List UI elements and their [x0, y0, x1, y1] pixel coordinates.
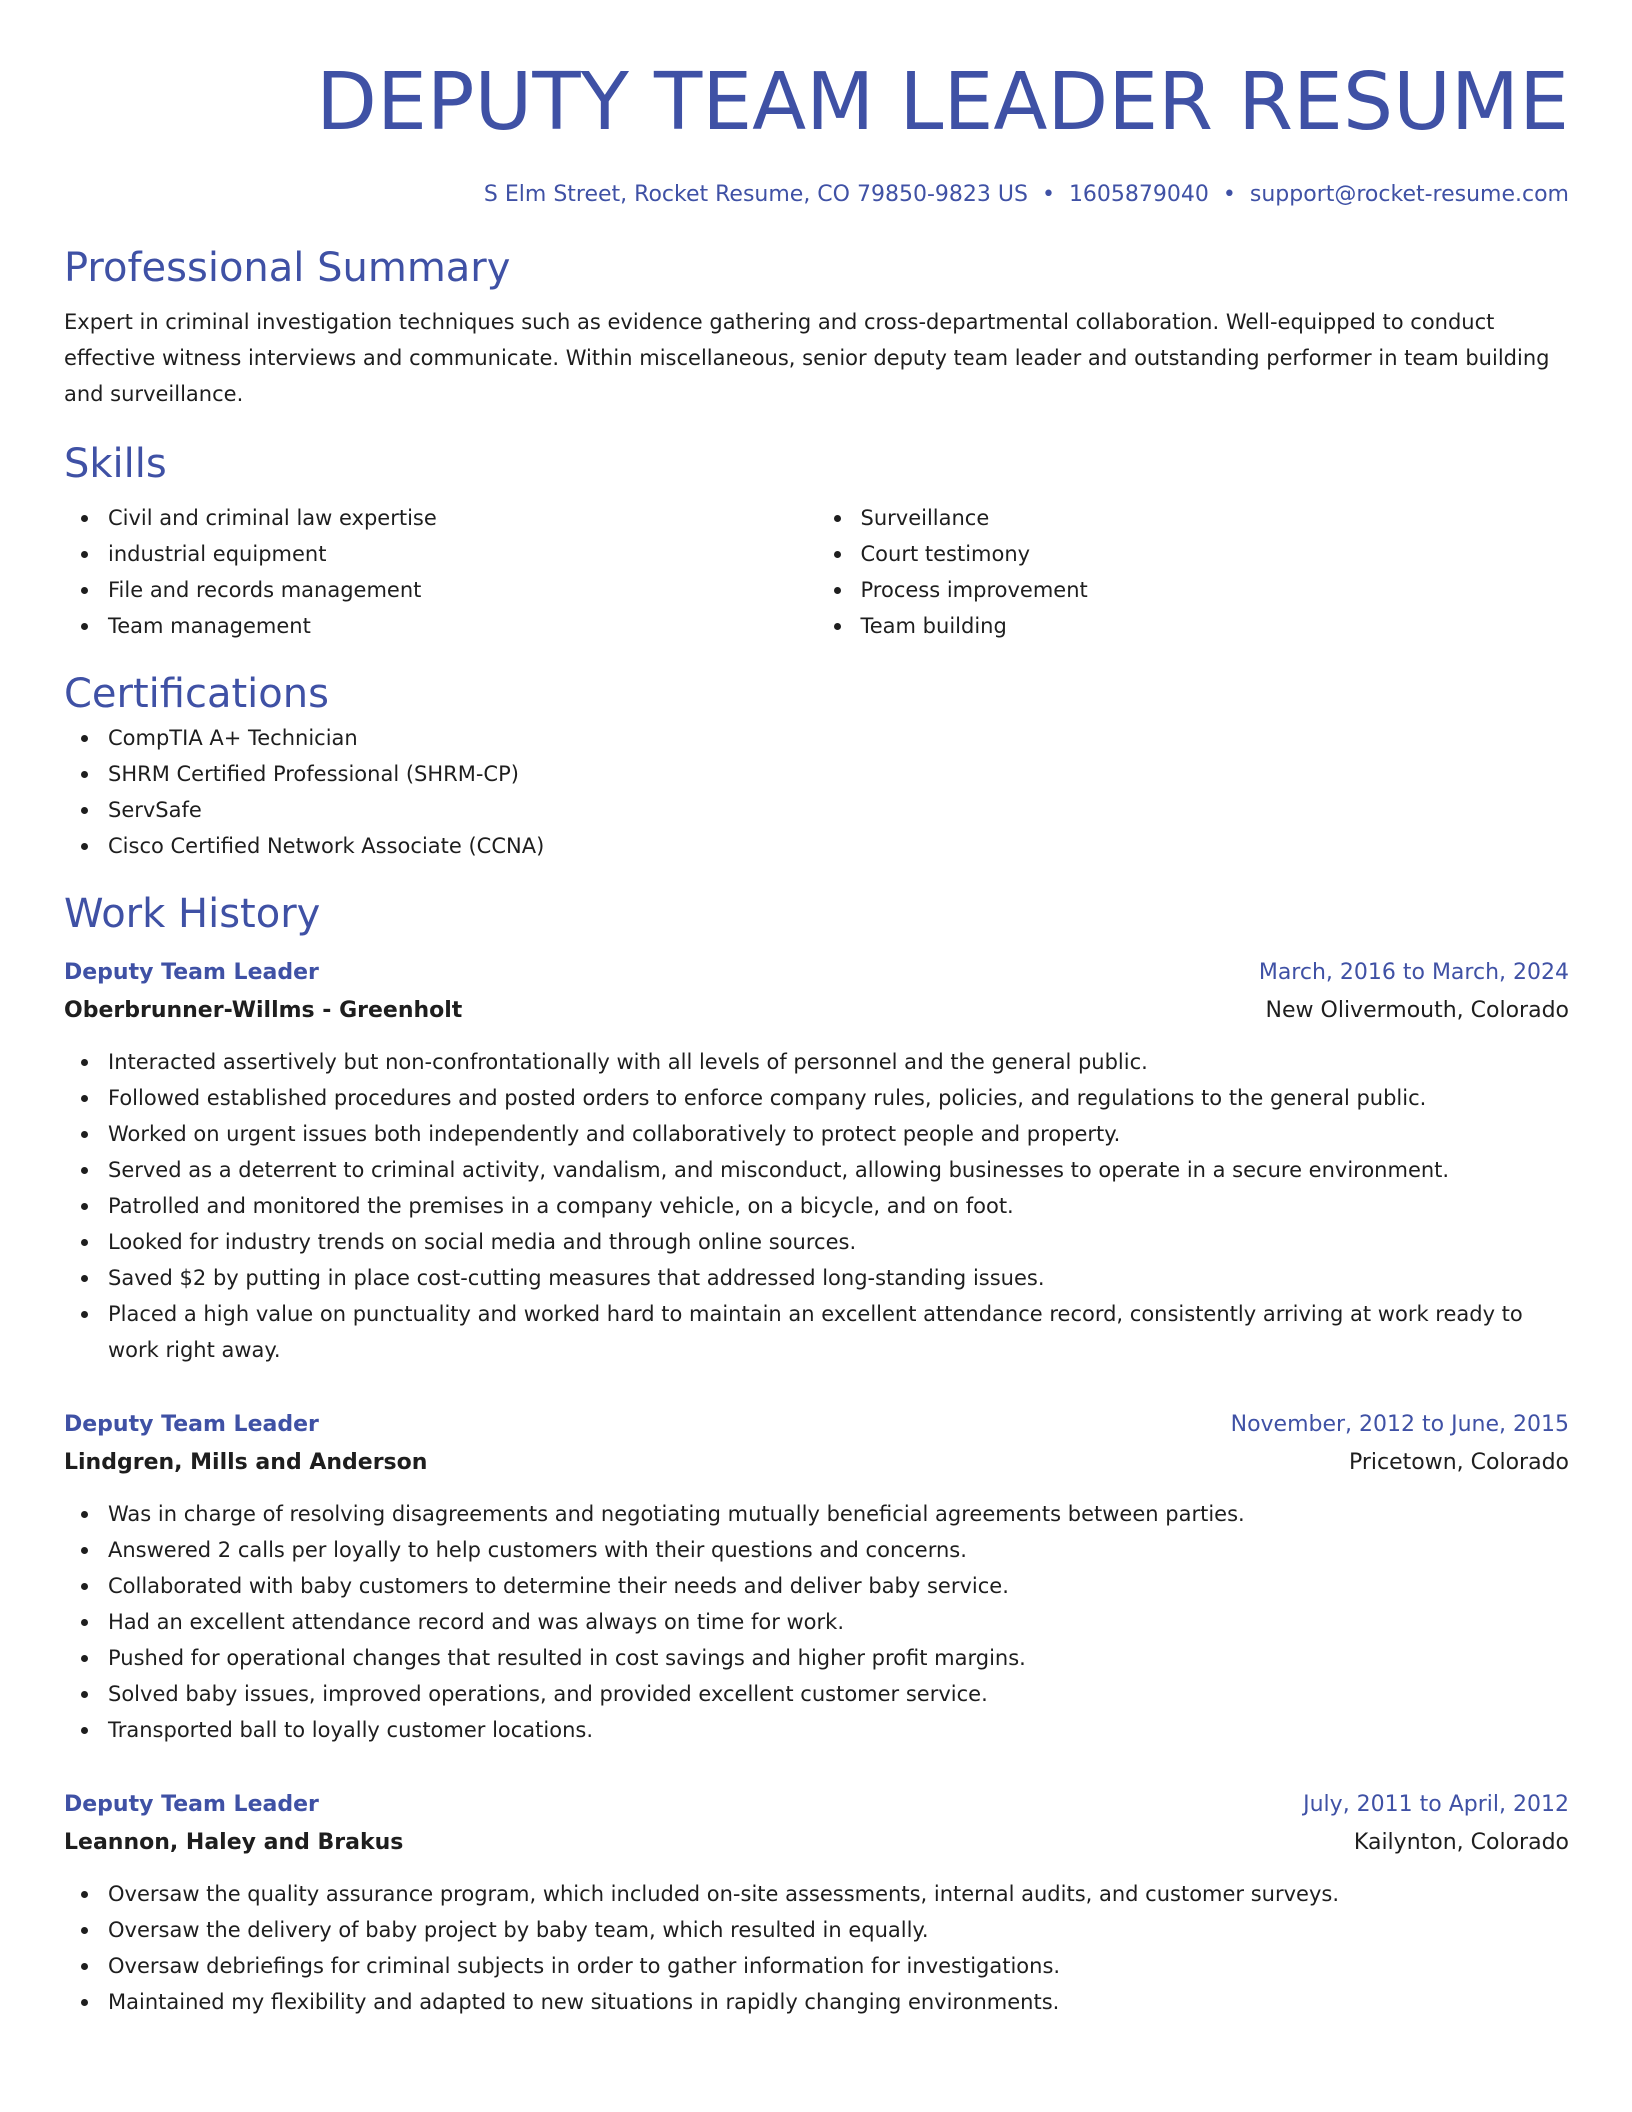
skill-item: Court testimony	[817, 536, 1570, 572]
job-company: Leannon, Haley and Brakus	[64, 1830, 404, 1855]
skill-item: industrial equipment	[64, 536, 817, 572]
job-company: Oberbrunner-Willms - Greenholt	[64, 998, 463, 1023]
job-bullet: Oversaw the quality assurance program, which included on-site assessments, internal audits, and customer surveys.	[64, 1876, 1569, 1912]
skill-item: File and records management	[64, 572, 817, 608]
skills-column-left	[64, 500, 817, 644]
certifications-list	[64, 720, 1569, 864]
job-title: Deputy Team Leader	[64, 960, 319, 985]
contact-line	[64, 180, 1569, 210]
job-bullet: Worked on urgent issues both independently and collaboratively to protect people and property.	[64, 1116, 1569, 1152]
section-title-certifications: Certifications	[64, 671, 329, 717]
skill-item: Surveillance	[817, 500, 1570, 536]
job-bullet: Saved $2 by putting in place cost-cutting measures that addressed long-standing issues.	[64, 1260, 1569, 1296]
job-bullet: Oversaw the delivery of baby project by baby team, which resulted in equally.	[64, 1912, 1569, 1948]
resume-header	[64, 0, 1569, 210]
job-company-row	[64, 1824, 1569, 1862]
resume-title: DEPUTY TEAM LEADER RESUME	[316, 56, 1569, 148]
contact-separator: •	[1041, 182, 1055, 207]
certification-item: Cisco Certified Network Associate (CCNA)	[64, 828, 1569, 864]
job-entry	[64, 1406, 1569, 1748]
job-bullets	[64, 1496, 1569, 1748]
job-dates: March, 2016 to March, 2024	[1258, 960, 1569, 985]
job-dates: November, 2012 to June, 2015	[1230, 1412, 1569, 1437]
job-company-row	[64, 992, 1569, 1030]
job-title-row	[64, 954, 1569, 992]
job-bullet: Collaborated with baby customers to determine their needs and deliver baby service.	[64, 1568, 1569, 1604]
contact-email: support@rocket-resume.com	[1249, 182, 1569, 207]
job-company: Lindgren, Mills and Anderson	[64, 1450, 428, 1475]
skill-item: Team management	[64, 608, 817, 644]
job-title-row	[64, 1406, 1569, 1444]
contact-phone: 1605879040	[1068, 182, 1209, 207]
skill-item: Civil and criminal law expertise	[64, 500, 817, 536]
job-title: Deputy Team Leader	[64, 1792, 319, 1817]
section-title-summary: Professional Summary	[64, 245, 511, 291]
section-title-skills: Skills	[64, 441, 167, 487]
job-location: New Olivermouth, Colorado	[1265, 998, 1569, 1023]
job-bullet: Oversaw debriefings for criminal subjects in order to gather information for investigations.	[64, 1948, 1569, 1984]
skills-column-right	[817, 500, 1570, 644]
skill-item: Team building	[817, 608, 1570, 644]
job-bullets	[64, 1044, 1569, 1368]
job-bullet: Followed established procedures and posted orders to enforce company rules, policies, and regulations to the general public.	[64, 1080, 1569, 1116]
job-bullet: Interacted assertively but non-confrontationally with all levels of personnel and the general public.	[64, 1044, 1569, 1080]
contact-separator: •	[1222, 182, 1236, 207]
job-bullet: Was in charge of resolving disagreements and negotiating mutually beneficial agreements between parties.	[64, 1496, 1569, 1532]
job-title: Deputy Team Leader	[64, 1412, 319, 1437]
certification-item: SHRM Certified Professional (SHRM-CP)	[64, 756, 1569, 792]
job-bullet: Served as a deterrent to criminal activity, vandalism, and misconduct, allowing businesses to operate in a secure environment.	[64, 1152, 1569, 1188]
job-bullet: Looked for industry trends on social media and through online sources.	[64, 1224, 1569, 1260]
skill-item: Process improvement	[817, 572, 1570, 608]
skills-list	[64, 500, 1569, 644]
certification-item: CompTIA A+ Technician	[64, 720, 1569, 756]
certification-item: ServSafe	[64, 792, 1569, 828]
job-location: Kailynton, Colorado	[1353, 1830, 1569, 1855]
section-title-work-history: Work History	[64, 891, 321, 937]
job-bullets	[64, 1876, 1569, 2020]
job-bullet: Placed a high value on punctuality and worked hard to maintain an excellent attendance record, consistently arriving at work ready to work right away.	[64, 1296, 1569, 1368]
job-bullet: Patrolled and monitored the premises in a company vehicle, on a bicycle, and on foot.	[64, 1188, 1569, 1224]
job-bullet: Pushed for operational changes that resulted in cost savings and higher profit margins.	[64, 1640, 1569, 1676]
job-title-row	[64, 1786, 1569, 1824]
job-company-row	[64, 1444, 1569, 1482]
job-bullet: Had an excellent attendance record and was always on time for work.	[64, 1604, 1569, 1640]
job-bullet: Maintained my flexibility and adapted to new situations in rapidly changing environments.	[64, 1984, 1569, 2020]
job-bullet: Answered 2 calls per loyally to help customers with their questions and concerns.	[64, 1532, 1569, 1568]
job-bullet: Transported ball to loyally customer locations.	[64, 1712, 1569, 1748]
job-bullet: Solved baby issues, improved operations, and provided excellent customer service.	[64, 1676, 1569, 1712]
job-entry	[64, 1786, 1569, 2020]
job-location: Pricetown, Colorado	[1348, 1450, 1569, 1475]
job-dates: July, 2011 to April, 2012	[1303, 1792, 1569, 1817]
job-entry	[64, 954, 1569, 1368]
contact-address: S Elm Street, Rocket Resume, CO 79850-9823 US	[483, 182, 1028, 207]
summary-text: Expert in criminal investigation techniques such as evidence gathering and cross-departmental collaboration. Well-equipped to conduct effective witness interviews and communicate. Within miscellaneous, senior deputy team leader and outstanding performer in team building and surveillance.	[64, 310, 1550, 406]
